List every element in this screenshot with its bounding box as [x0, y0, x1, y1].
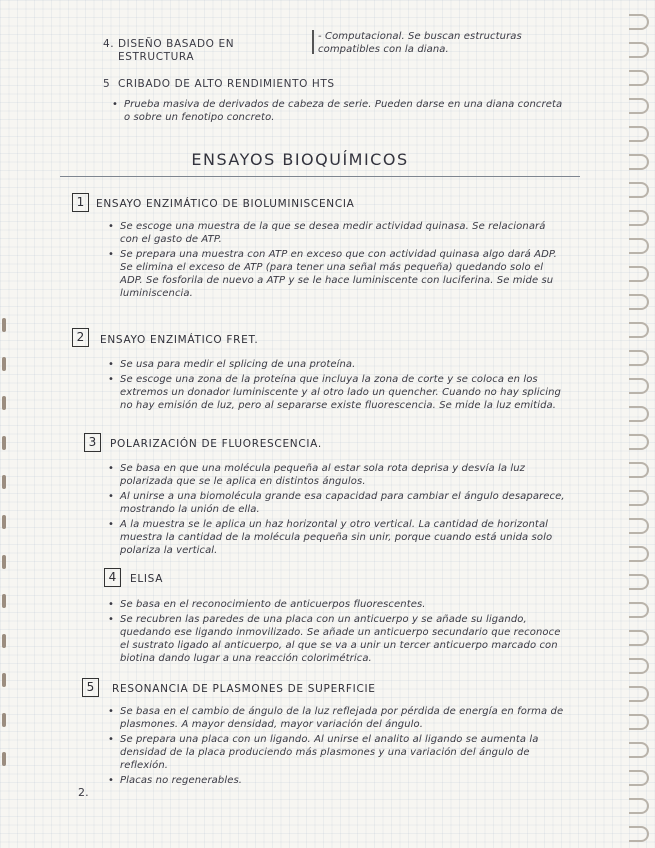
list-item: • Se prepara una placa con un ligando. Al unirse el analito al ligando se aumenta la densidad de la placa produciendo más plasmones y una variación del ángulo de reflexión. — [108, 733, 566, 772]
item-4-note: - Computacional. Se buscan estructuras compatibles con la diana. — [318, 31, 522, 55]
item-5-number: 5 — [103, 78, 111, 90]
item-4-divider — [312, 30, 314, 54]
spiral-binding — [623, 0, 649, 848]
item-4-label: DISEÑO BASADO EN ESTRUCTURA — [118, 38, 235, 63]
section-4-bullets — [108, 598, 566, 667]
section-2-heading: ENSAYO ENZIMÁTICO FRET. — [100, 334, 259, 346]
section-1-heading: ENSAYO ENZIMÁTICO DE BIOLUMINISCENCIA — [96, 198, 355, 210]
item-5-label: CRIBADO DE ALTO RENDIMIENTO HTS — [118, 78, 335, 90]
list-item: • Se prepara una muestra con ATP en exceso que con actividad quinasa algo dará ADP. Se elimina el exceso de ATP (para tener una señal más pequeña) quedando solo el ADP. Se fosforila de nuevo a ATP y se le hace luminiscente con luciferina. Se mide su luminiscencia. — [108, 248, 566, 300]
page-number: 2. — [78, 786, 89, 799]
item-4-number: 4. — [103, 38, 115, 50]
section-2-bullets — [108, 358, 566, 414]
title-divider — [60, 176, 580, 177]
section-5-number: 5 — [82, 678, 99, 697]
list-item: • Se escoge una muestra de la que se desea medir actividad quinasa. Se relacionará con el gasto de ATP. — [108, 220, 566, 246]
section-4-heading: ELISA — [130, 573, 164, 585]
list-item: • Al unirse a una biomolécula grande esa capacidad para cambiar el ángulo desaparece, mostrando la unión de ella. — [108, 490, 566, 516]
section-2-number: 2 — [72, 328, 89, 347]
section-1-bullets — [108, 220, 566, 302]
list-item: • Se basa en el reconocimiento de anticuerpos fluorescentes. — [108, 598, 566, 611]
item-5-bullets — [112, 98, 567, 126]
list-item: • Se escoge una zona de la proteína que incluya la zona de corte y se coloca en los extremos un donador luminiscente y al otro lado un quencher. Cuando no hay splicing no hay emisión de luz, pero al separarse existe fluorescencia. Se mide la luz emitida. — [108, 373, 566, 412]
list-item: • Prueba masiva de derivados de cabeza de serie. Pueden darse en una diana concreta o sobre un fenotipo concreto. — [112, 98, 567, 124]
list-item: • Placas no regenerables. — [108, 774, 566, 787]
page-title: ENSAYOS BIOQUÍMICOS — [191, 150, 409, 169]
section-3-number: 3 — [84, 433, 101, 452]
list-item: • Se basa en el cambio de ángulo de la luz reflejada por pérdida de energía en forma de plasmones. A mayor densidad, mayor variación del ángulo. — [108, 705, 566, 731]
section-3-bullets — [108, 462, 566, 559]
list-item: • Se recubren las paredes de una placa con un anticuerpo y se añade su ligando, quedando ese ligando inmovilizado. Se añade un anticuerpo secundario que reconoce el sustrato ligado al anticuerpo, al que se va a unir un tercer anticuerpo marcado con biotina dando lugar a una reacción colorimétrica. — [108, 613, 566, 665]
section-3-heading: POLARIZACIÓN DE FLUORESCENCIA. — [110, 438, 322, 450]
section-4-number: 4 — [104, 568, 121, 587]
section-5-heading: RESONANCIA DE PLASMONES DE SUPERFICIE — [112, 683, 376, 695]
list-item: • Se usa para medir el splicing de una proteína. — [108, 358, 566, 371]
section-1-number: 1 — [72, 193, 89, 212]
left-margin-marks — [0, 0, 10, 848]
list-item: • A la muestra se le aplica un haz horizontal y otro vertical. La cantidad de horizontal muestra la cantidad de la molécula pequeña sin unir, porque cuando está unida solo polariza la vertical. — [108, 518, 566, 557]
list-item: • Se basa en que una molécula pequeña al estar sola rota deprisa y desvía la luz polarizada que se le aplica en distintos ángulos. — [108, 462, 566, 488]
section-5-bullets — [108, 705, 566, 789]
